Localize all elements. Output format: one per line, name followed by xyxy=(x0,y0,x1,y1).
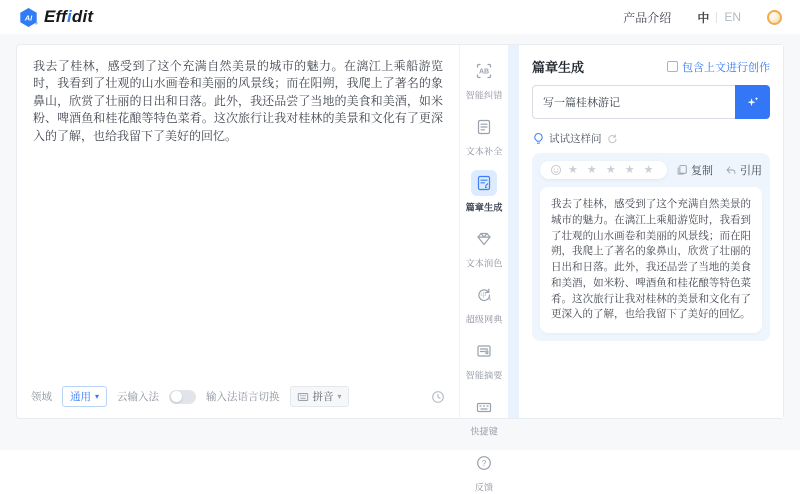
article-generation-icon xyxy=(471,170,497,196)
ime-language-button[interactable]: 拼音 ▾ xyxy=(290,386,349,407)
ime-switch-label: 输入法语言切换 xyxy=(206,391,280,403)
main-card xyxy=(16,44,784,494)
copy-icon xyxy=(676,164,688,176)
app-header xyxy=(0,0,800,34)
sidebar-item-dictionary[interactable]: 中 x 超级网典 xyxy=(464,282,504,326)
editor-toolbar xyxy=(31,386,445,407)
svg-text:?: ? xyxy=(481,458,487,468)
divider xyxy=(716,12,717,23)
quote-button[interactable]: 引用 xyxy=(725,162,762,178)
panel-divider-strip xyxy=(508,45,519,418)
workspace xyxy=(0,34,800,494)
app-title: Effidit xyxy=(44,7,94,26)
sparkles-icon xyxy=(744,94,761,111)
result-text: 我去了桂林，感受到了这个充满自然美景的城市的魅力。在漓江上乘船游览时，我看到了壮观的山水画卷和美丽的风景线；而在阳朔，我爬上了著名的象鼻山，欣赏了壮丽的日出和日落。此外，我还品尝了当地的美食和美酒，如米粉、啤酒鱼和桂花酿等特色菜肴。这次旅行让我对桂林的美景和文化有了更深入的了解，也给我留下了美好的回忆。 xyxy=(551,198,751,321)
context-label: 包含上文进行创作 xyxy=(682,61,770,74)
app-logo[interactable] xyxy=(18,7,93,28)
sidebar-item-summary[interactable]: 智能摘要 xyxy=(464,338,504,382)
rating-bar[interactable] xyxy=(540,161,667,179)
emoji-rating-icon xyxy=(550,164,562,176)
history-clock-icon[interactable] xyxy=(431,390,445,404)
user-avatar[interactable] xyxy=(767,10,782,25)
generate-button[interactable] xyxy=(735,85,770,119)
sidebar-item-generation[interactable]: 篇章生成 xyxy=(464,170,504,214)
cloud-ime-toggle[interactable] xyxy=(169,390,196,404)
polish-gem-icon xyxy=(471,226,497,252)
svg-text:AI: AI xyxy=(24,13,33,23)
header-nav xyxy=(623,9,782,26)
dictionary-icon xyxy=(471,282,497,308)
keyboard-mini-icon xyxy=(297,391,309,403)
feature-sidebar xyxy=(460,45,508,494)
hint-label: 试试这样问 xyxy=(549,133,602,145)
quote-insert-icon xyxy=(725,164,737,176)
context-checkbox[interactable] xyxy=(667,61,678,72)
svg-text:中: 中 xyxy=(480,293,487,300)
star-rating[interactable]: ★ ★ ★ ★ ★ xyxy=(568,163,657,176)
context-option[interactable] xyxy=(667,59,770,75)
ai-hexagon-icon xyxy=(18,7,39,28)
svg-text:x: x xyxy=(488,296,492,303)
feedback-question-icon xyxy=(471,450,497,476)
text-completion-icon xyxy=(471,114,497,140)
sidebar-item-polish[interactable]: 文本润色 xyxy=(464,226,504,270)
lightbulb-icon xyxy=(532,132,545,145)
toggle-knob xyxy=(171,391,182,402)
spellcheck-icon xyxy=(471,58,497,84)
nav-product-intro[interactable]: 产品介绍 xyxy=(623,10,672,25)
editor-pane xyxy=(17,45,460,418)
editor-content[interactable]: 我去了桂林，感受到了这个充满自然美景的城市的魅力。在漓江上乘船游览时，我看到了壮观的山水画卷和美丽的风景线；而在阳朔，我爬上了著名的象鼻山，欣赏了壮丽的日出和日落。此外，我还品尝了当地的美食和美酒，如米粉、啤酒鱼和桂花酿等特色菜肴。这次旅行让我对桂林的美景和文化有了更深入的了解，也给我留下了美好的回忆。 xyxy=(33,59,443,143)
lang-zh-option[interactable]: 中 xyxy=(697,10,710,25)
domain-label: 领域 xyxy=(31,391,52,403)
cloud-ime-label: 云输入法 xyxy=(117,391,160,403)
lang-en-option[interactable]: EN xyxy=(724,10,741,24)
results-section xyxy=(532,153,770,341)
sidebar-item-completion[interactable]: 文本补全 xyxy=(464,114,504,158)
keyboard-icon xyxy=(471,394,497,420)
refresh-hint-icon[interactable] xyxy=(606,133,618,145)
language-switcher xyxy=(697,9,741,26)
copy-button[interactable]: 复制 xyxy=(676,162,713,178)
svg-text:AB: AB xyxy=(478,68,490,76)
sidebar-item-shortcuts[interactable]: 快捷键 xyxy=(469,394,499,438)
generation-panel xyxy=(519,45,783,418)
prompt-input[interactable] xyxy=(532,85,735,119)
sidebar-item-feedback[interactable]: ? 反馈 xyxy=(471,450,497,494)
result-card xyxy=(540,187,762,333)
panel-title: 篇章生成 xyxy=(532,60,585,75)
summary-icon xyxy=(471,338,497,364)
sidebar-item-spellcheck[interactable]: AB 智能纠错 xyxy=(464,58,504,102)
domain-select[interactable]: 通用 ▾ xyxy=(62,386,107,407)
